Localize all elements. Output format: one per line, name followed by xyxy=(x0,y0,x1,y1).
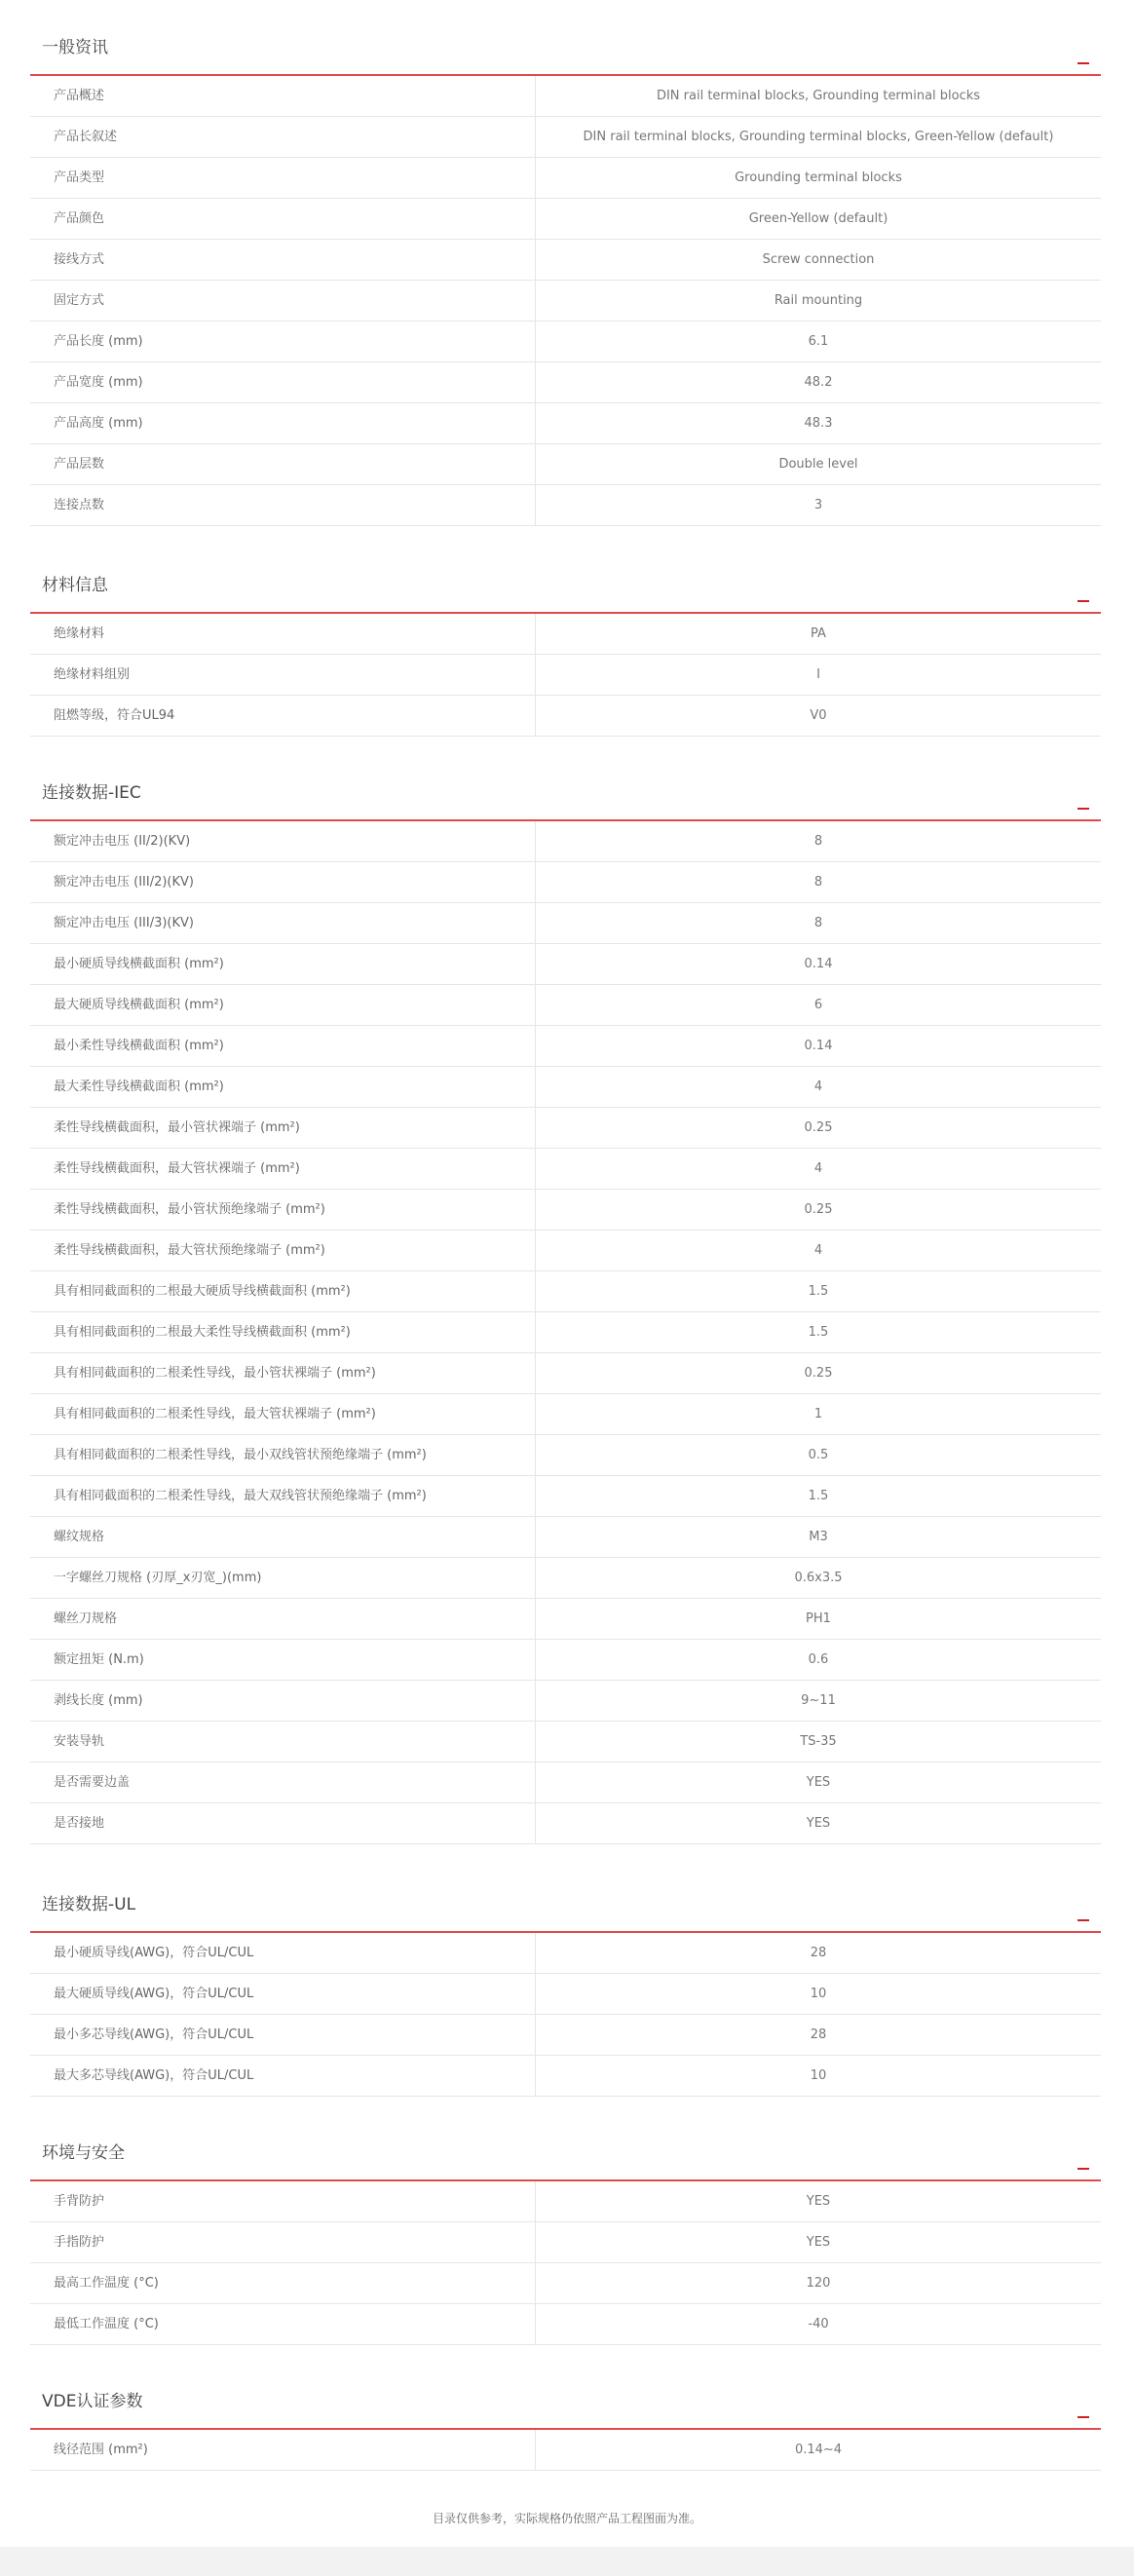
spec-row xyxy=(30,1974,1101,2015)
spec-row xyxy=(30,403,1101,444)
spec-label: 具有相同截面积的二根最大柔性导线横截面积 (mm²) xyxy=(30,1312,536,1352)
spec-label: 最大硬质导线横截面积 (mm²) xyxy=(30,985,536,1025)
spec-label: 螺纹规格 xyxy=(30,1517,536,1557)
spec-row xyxy=(30,485,1101,526)
spec-label: 产品颜色 xyxy=(30,199,536,239)
spec-value: DIN rail terminal blocks, Grounding terminal blocks, Green-Yellow (default) xyxy=(583,130,1054,144)
section-header[interactable] xyxy=(30,23,1101,76)
spec-row xyxy=(30,1517,1101,1558)
spec-value: -40 xyxy=(808,2317,829,2331)
spec-value: 10 xyxy=(810,1987,827,2001)
spec-row xyxy=(30,2056,1101,2097)
footer-note: 目录仅供参考，实际规格仍依照产品工程图面为准。 xyxy=(432,2512,701,2525)
spec-value: YES xyxy=(806,2235,831,2250)
spec-label: 柔性导线横截面积，最大管状裸端子 (mm²) xyxy=(30,1149,536,1189)
spec-value: PA xyxy=(811,626,826,641)
section-title: 环境与安全 xyxy=(42,2143,125,2163)
spec-value: 0.14~4 xyxy=(794,2443,843,2457)
spec-value: 6 xyxy=(813,998,823,1012)
collapse-icon[interactable] xyxy=(1077,808,1089,810)
spec-label: 最低工作温度 (°C) xyxy=(30,2304,536,2344)
spec-value: PH1 xyxy=(806,1611,831,1626)
spec-value: 0.6 xyxy=(808,1652,829,1667)
spec-value: Rail mounting xyxy=(774,293,863,308)
spec-section xyxy=(30,1880,1101,2097)
spec-label: 产品概述 xyxy=(30,76,536,116)
spec-label: 具有相同截面积的二根柔性导线，最大双线管状预绝缘端子 (mm²) xyxy=(30,1476,536,1516)
spec-value: 0.14 xyxy=(804,957,833,971)
collapse-icon[interactable] xyxy=(1077,1919,1089,1921)
spec-label: 最大硬质导线(AWG)，符合UL/CUL xyxy=(30,1974,536,2014)
spec-value: 0.25 xyxy=(804,1366,833,1381)
spec-value: 9~11 xyxy=(801,1693,836,1708)
spec-value: 4 xyxy=(813,1080,823,1094)
spec-row xyxy=(30,2263,1101,2304)
spec-row xyxy=(30,117,1101,158)
spec-label: 产品长叙述 xyxy=(30,117,536,157)
spec-row xyxy=(30,240,1101,281)
spec-value: YES xyxy=(806,1775,831,1790)
spec-value: 0.6x3.5 xyxy=(794,1571,843,1585)
spec-row xyxy=(30,322,1101,362)
spec-label: 柔性导线横截面积，最小管状预绝缘端子 (mm²) xyxy=(30,1190,536,1230)
spec-row xyxy=(30,655,1101,696)
spec-label: 绝缘材料 xyxy=(30,614,536,654)
spec-row xyxy=(30,1435,1101,1476)
spec-row xyxy=(30,985,1101,1026)
spec-label: 一字螺丝刀规格 (刃厚_x刃宽_)(mm) xyxy=(30,1558,536,1598)
spec-label: 是否需要边盖 xyxy=(30,1762,536,1802)
spec-row xyxy=(30,2181,1101,2222)
spec-value: 1.5 xyxy=(808,1489,829,1503)
spec-label: 最大多芯导线(AWG)，符合UL/CUL xyxy=(30,2056,536,2096)
spec-row xyxy=(30,1933,1101,1974)
spec-value: 0.25 xyxy=(804,1120,833,1135)
spec-section xyxy=(30,23,1101,526)
spec-value: 1.5 xyxy=(808,1325,829,1340)
spec-table xyxy=(30,1933,1101,2097)
spec-label: 最高工作温度 (°C) xyxy=(30,2263,536,2303)
spec-label: 具有相同截面积的二根柔性导线，最小管状裸端子 (mm²) xyxy=(30,1353,536,1393)
spec-value: 48.3 xyxy=(804,416,833,431)
spec-value: 0.14 xyxy=(804,1039,833,1053)
section-header[interactable] xyxy=(30,769,1101,821)
section-title: 一般资讯 xyxy=(42,38,108,57)
spec-value: YES xyxy=(806,1816,831,1831)
section-title: 连接数据-IEC xyxy=(42,783,141,803)
spec-row xyxy=(30,1803,1101,1844)
spec-section xyxy=(30,2377,1101,2471)
spec-section xyxy=(30,561,1101,737)
spec-label: 具有相同截面积的二根柔性导线，最大管状裸端子 (mm²) xyxy=(30,1394,536,1434)
spec-label: 绝缘材料组别 xyxy=(30,655,536,695)
spec-section xyxy=(30,2129,1101,2345)
spec-row xyxy=(30,1312,1101,1353)
spec-table xyxy=(30,2181,1101,2345)
spec-value: 120 xyxy=(806,2276,831,2291)
section-title: VDE认证参数 xyxy=(42,2392,143,2411)
spec-row xyxy=(30,903,1101,944)
spec-label: 额定冲击电压 (III/2)(KV) xyxy=(30,862,536,902)
spec-row xyxy=(30,1190,1101,1231)
collapse-icon[interactable] xyxy=(1077,2416,1089,2418)
spec-label: 柔性导线横截面积，最大管状预绝缘端子 (mm²) xyxy=(30,1231,536,1270)
spec-table xyxy=(30,614,1101,737)
spec-label: 具有相同截面积的二根最大硬质导线横截面积 (mm²) xyxy=(30,1271,536,1311)
spec-value: 0.5 xyxy=(808,1448,829,1462)
spec-row xyxy=(30,1231,1101,1271)
spec-row xyxy=(30,862,1101,903)
spec-label: 最小硬质导线(AWG)，符合UL/CUL xyxy=(30,1933,536,1973)
spec-row xyxy=(30,1149,1101,1190)
spec-value: Green-Yellow (default) xyxy=(748,211,888,226)
spec-value: 28 xyxy=(810,2027,827,2042)
spec-label: 额定扭矩 (N.m) xyxy=(30,1640,536,1680)
spec-label: 最小柔性导线横截面积 (mm²) xyxy=(30,1026,536,1066)
spec-row xyxy=(30,944,1101,985)
spec-row xyxy=(30,1026,1101,1067)
spec-value: 48.2 xyxy=(804,375,833,390)
footer-bar xyxy=(0,2547,1134,2576)
spec-label: 手指防护 xyxy=(30,2222,536,2262)
spec-row xyxy=(30,2304,1101,2345)
spec-label: 剥线长度 (mm) xyxy=(30,1681,536,1721)
spec-row xyxy=(30,444,1101,485)
spec-value: Screw connection xyxy=(762,252,875,267)
spec-value: DIN rail terminal blocks, Grounding terminal blocks xyxy=(656,89,981,103)
spec-label: 柔性导线横截面积，最小管状裸端子 (mm²) xyxy=(30,1108,536,1148)
spec-label: 手背防护 xyxy=(30,2181,536,2221)
spec-value: 3 xyxy=(813,498,823,512)
spec-row xyxy=(30,1476,1101,1517)
spec-label: 安装导轨 xyxy=(30,1722,536,1762)
spec-label: 阻燃等级，符合UL94 xyxy=(30,696,536,736)
spec-table xyxy=(30,821,1101,1844)
spec-label: 固定方式 xyxy=(30,281,536,321)
spec-value: 1 xyxy=(813,1407,823,1421)
spec-section xyxy=(30,769,1101,1844)
spec-row xyxy=(30,1640,1101,1681)
spec-row xyxy=(30,2430,1101,2471)
spec-value: 8 xyxy=(813,875,823,890)
spec-row xyxy=(30,1762,1101,1803)
spec-label: 连接点数 xyxy=(30,485,536,525)
spec-label: 产品类型 xyxy=(30,158,536,198)
collapse-icon[interactable] xyxy=(1077,62,1089,64)
spec-label: 接线方式 xyxy=(30,240,536,280)
spec-label: 产品宽度 (mm) xyxy=(30,362,536,402)
section-header[interactable] xyxy=(30,2377,1101,2430)
spec-label: 是否接地 xyxy=(30,1803,536,1843)
spec-label: 产品层数 xyxy=(30,444,536,484)
spec-label: 最小多芯导线(AWG)，符合UL/CUL xyxy=(30,2015,536,2055)
spec-value: M3 xyxy=(809,1530,828,1544)
spec-row xyxy=(30,2015,1101,2056)
spec-row xyxy=(30,199,1101,240)
spec-value: Grounding terminal blocks xyxy=(735,170,902,185)
spec-value: YES xyxy=(806,2194,831,2209)
spec-label: 螺丝刀规格 xyxy=(30,1599,536,1639)
spec-row xyxy=(30,362,1101,403)
spec-row xyxy=(30,1271,1101,1312)
spec-row xyxy=(30,76,1101,117)
spec-row xyxy=(30,1599,1101,1640)
spec-value: Double level xyxy=(778,457,858,472)
spec-row xyxy=(30,158,1101,199)
spec-row xyxy=(30,1108,1101,1149)
spec-row xyxy=(30,281,1101,322)
collapse-icon[interactable] xyxy=(1077,600,1089,602)
spec-value: 4 xyxy=(813,1243,823,1258)
spec-row xyxy=(30,1722,1101,1762)
spec-row xyxy=(30,1558,1101,1599)
spec-row xyxy=(30,1353,1101,1394)
spec-value: 8 xyxy=(813,916,823,930)
section-header[interactable] xyxy=(30,2129,1101,2181)
spec-value: 0.25 xyxy=(804,1202,833,1217)
section-header[interactable] xyxy=(30,561,1101,614)
section-title: 材料信息 xyxy=(42,576,108,595)
spec-label: 额定冲击电压 (III/3)(KV) xyxy=(30,903,536,943)
spec-label: 最大柔性导线横截面积 (mm²) xyxy=(30,1067,536,1107)
spec-label: 最小硬质导线横截面积 (mm²) xyxy=(30,944,536,984)
spec-value: 10 xyxy=(810,2068,827,2083)
spec-table xyxy=(30,76,1101,526)
spec-row xyxy=(30,2222,1101,2263)
spec-value: 1.5 xyxy=(808,1284,829,1299)
spec-value: 8 xyxy=(813,834,823,849)
spec-value: V0 xyxy=(810,708,827,723)
spec-row xyxy=(30,821,1101,862)
spec-table xyxy=(30,2430,1101,2471)
collapse-icon[interactable] xyxy=(1077,2168,1089,2170)
section-header[interactable] xyxy=(30,1880,1101,1933)
spec-row xyxy=(30,614,1101,655)
section-title: 连接数据-UL xyxy=(42,1895,136,1914)
spec-label: 产品长度 (mm) xyxy=(30,322,536,361)
spec-label: 额定冲击电压 (II/2)(KV) xyxy=(30,821,536,861)
spec-value: 6.1 xyxy=(808,334,829,349)
spec-row xyxy=(30,1394,1101,1435)
spec-value: 4 xyxy=(813,1161,823,1176)
spec-row xyxy=(30,1067,1101,1108)
spec-value: I xyxy=(816,667,820,682)
spec-row xyxy=(30,1681,1101,1722)
spec-value: 28 xyxy=(810,1946,827,1960)
spec-value: TS-35 xyxy=(800,1734,837,1749)
spec-label: 线径范围 (mm²) xyxy=(30,2430,536,2470)
spec-label: 具有相同截面积的二根柔性导线，最小双线管状预绝缘端子 (mm²) xyxy=(30,1435,536,1475)
spec-row xyxy=(30,696,1101,737)
spec-label: 产品高度 (mm) xyxy=(30,403,536,443)
